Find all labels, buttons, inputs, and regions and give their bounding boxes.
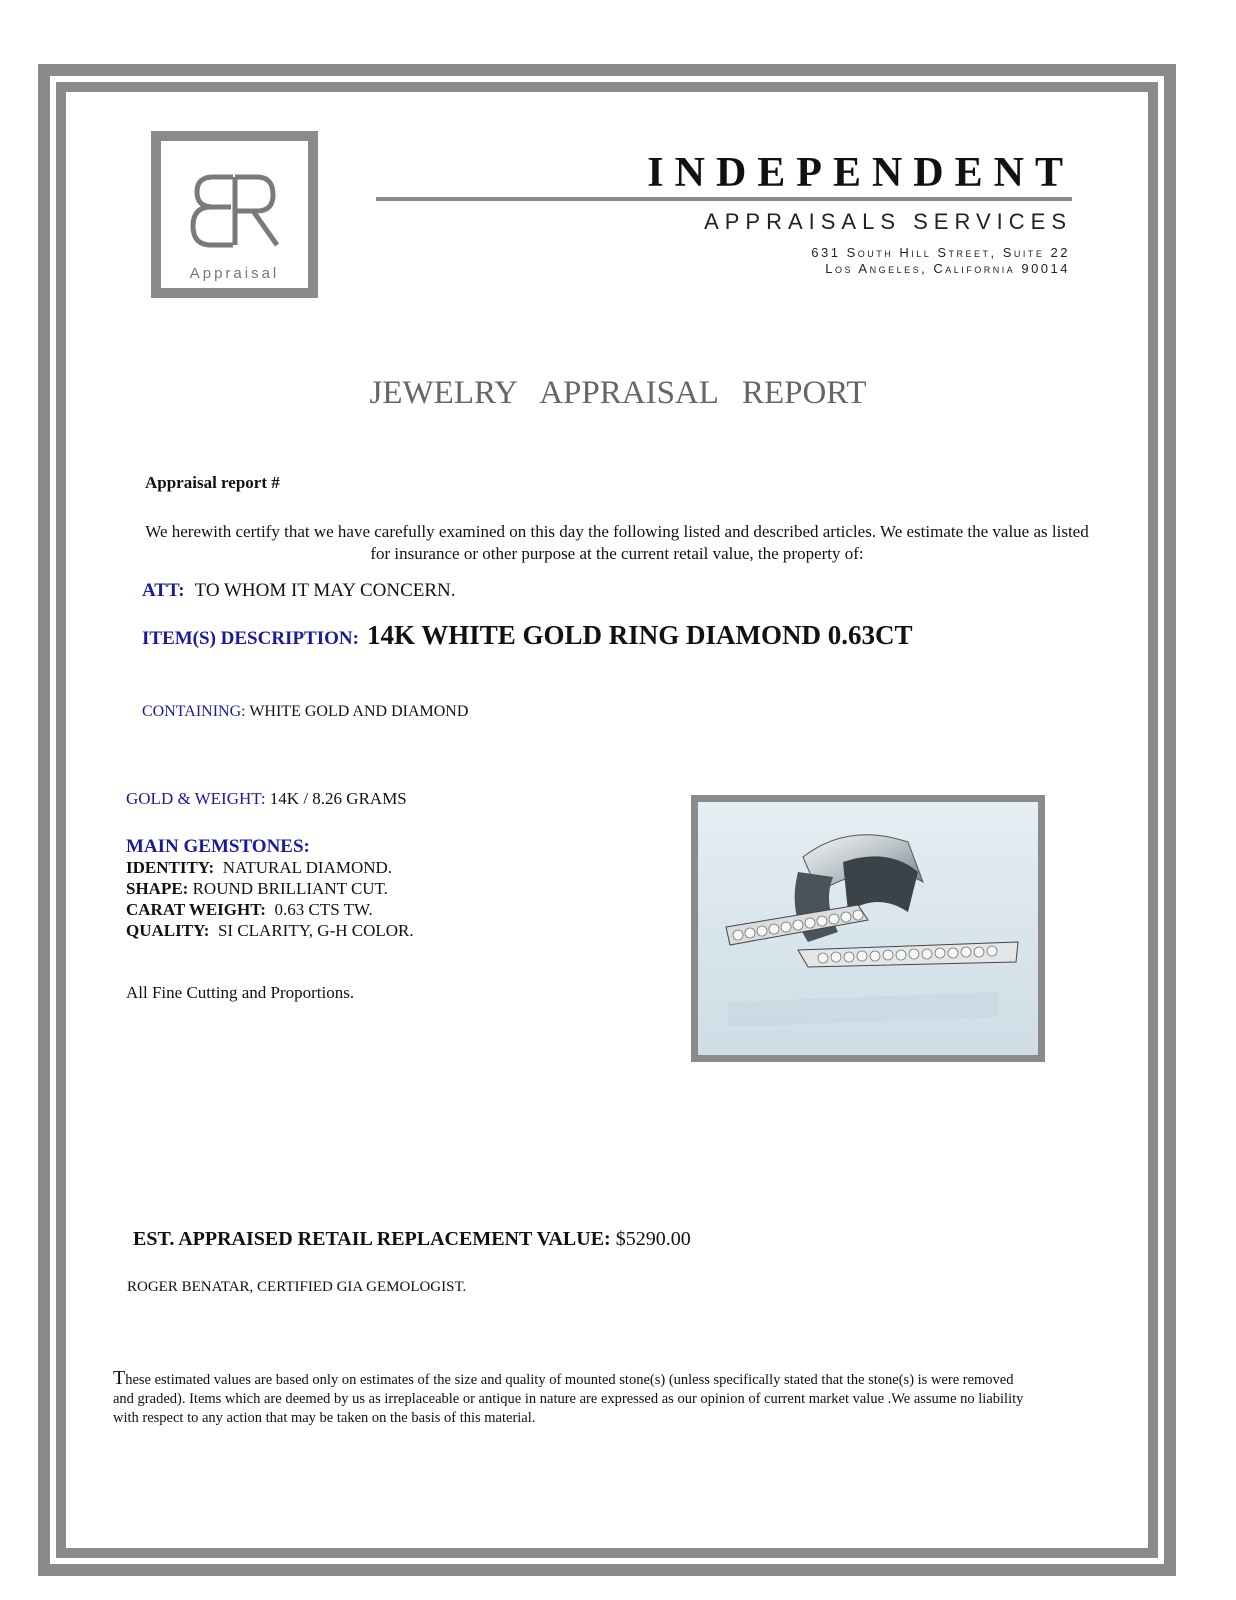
ring-photo bbox=[691, 795, 1045, 1062]
company-address-line2: Los Angeles, California 90014 bbox=[825, 261, 1070, 276]
gem-identity: IDENTITY: NATURAL DIAMOND. bbox=[126, 858, 393, 877]
appraised-value-amount: $5290.00 bbox=[615, 1228, 691, 1250]
item-description-label: ITEM(S) DESCRIPTION: bbox=[142, 628, 359, 649]
main-gemstones bbox=[126, 836, 414, 941]
header-rule bbox=[376, 197, 1072, 201]
cutting-note: All Fine Cutting and Proportions. bbox=[126, 983, 355, 1002]
gem-shape: SHAPE: ROUND BRILLIANT CUT. bbox=[126, 879, 388, 898]
appraised-value bbox=[133, 1228, 691, 1251]
gem-quality: QUALITY: SI CLARITY, G-H COLOR. bbox=[126, 921, 414, 940]
att-label: ATT: bbox=[142, 580, 185, 601]
gold-weight-value: 14K / 8.26 GRAMS bbox=[269, 789, 407, 808]
gem-carat: CARAT WEIGHT: 0.63 CTS TW. bbox=[126, 900, 373, 919]
gemstones-heading: MAIN GEMSTONES: bbox=[126, 836, 310, 857]
gemologist-signature-line: ROGER BENATAR, CERTIFIED GIA GEMOLOGIST. bbox=[127, 1279, 467, 1295]
containing-line bbox=[142, 703, 468, 721]
br-monogram-icon bbox=[183, 171, 289, 251]
containing-value: WHITE GOLD AND DIAMOND bbox=[249, 703, 469, 720]
company-name: INDEPENDENT bbox=[647, 150, 1074, 196]
logo-word: Appraisal bbox=[189, 265, 280, 282]
appraised-value-label: EST. APPRAISED RETAIL REPLACEMENT VALUE: bbox=[133, 1228, 611, 1250]
report-title: JEWELRY APPRAISAL REPORT bbox=[369, 375, 867, 411]
att-line bbox=[142, 580, 456, 602]
diamond-ring-image bbox=[698, 802, 1038, 1055]
company-address-line1: 631 South Hill Street, Suite 22 bbox=[811, 245, 1070, 260]
disclaimer: These estimated values are based only on estimates of the size and quality of mounted stone(s) (unless specifically stated that the stone(s) is were removed and graded). Items which are deemed by us as irreplaceable or antique in nature are expressed as our opinion of current market value .We assume no liability with respect to any action that may be taken on the basis of this material. bbox=[113, 1367, 1024, 1426]
report-number-label: Appraisal report # bbox=[145, 473, 280, 492]
item-description-value: 14K WHITE GOLD RING DIAMOND 0.63CT bbox=[366, 620, 913, 650]
item-description bbox=[142, 620, 913, 651]
certification-text: We herewith certify that we have carefully examined on this day the following listed and described articles. We estimate the value as listed for insurance or other purpose at the current retail value, the property of: bbox=[145, 522, 1089, 563]
appraisal-logo bbox=[151, 131, 318, 298]
gold-weight-line bbox=[126, 789, 407, 809]
containing-label: CONTAINING: bbox=[142, 703, 246, 720]
company-subtitle: APPRAISALS SERVICES bbox=[704, 209, 1072, 234]
att-value: TO WHOM IT MAY CONCERN. bbox=[194, 580, 456, 601]
gold-weight-label: GOLD & WEIGHT: bbox=[126, 789, 266, 808]
